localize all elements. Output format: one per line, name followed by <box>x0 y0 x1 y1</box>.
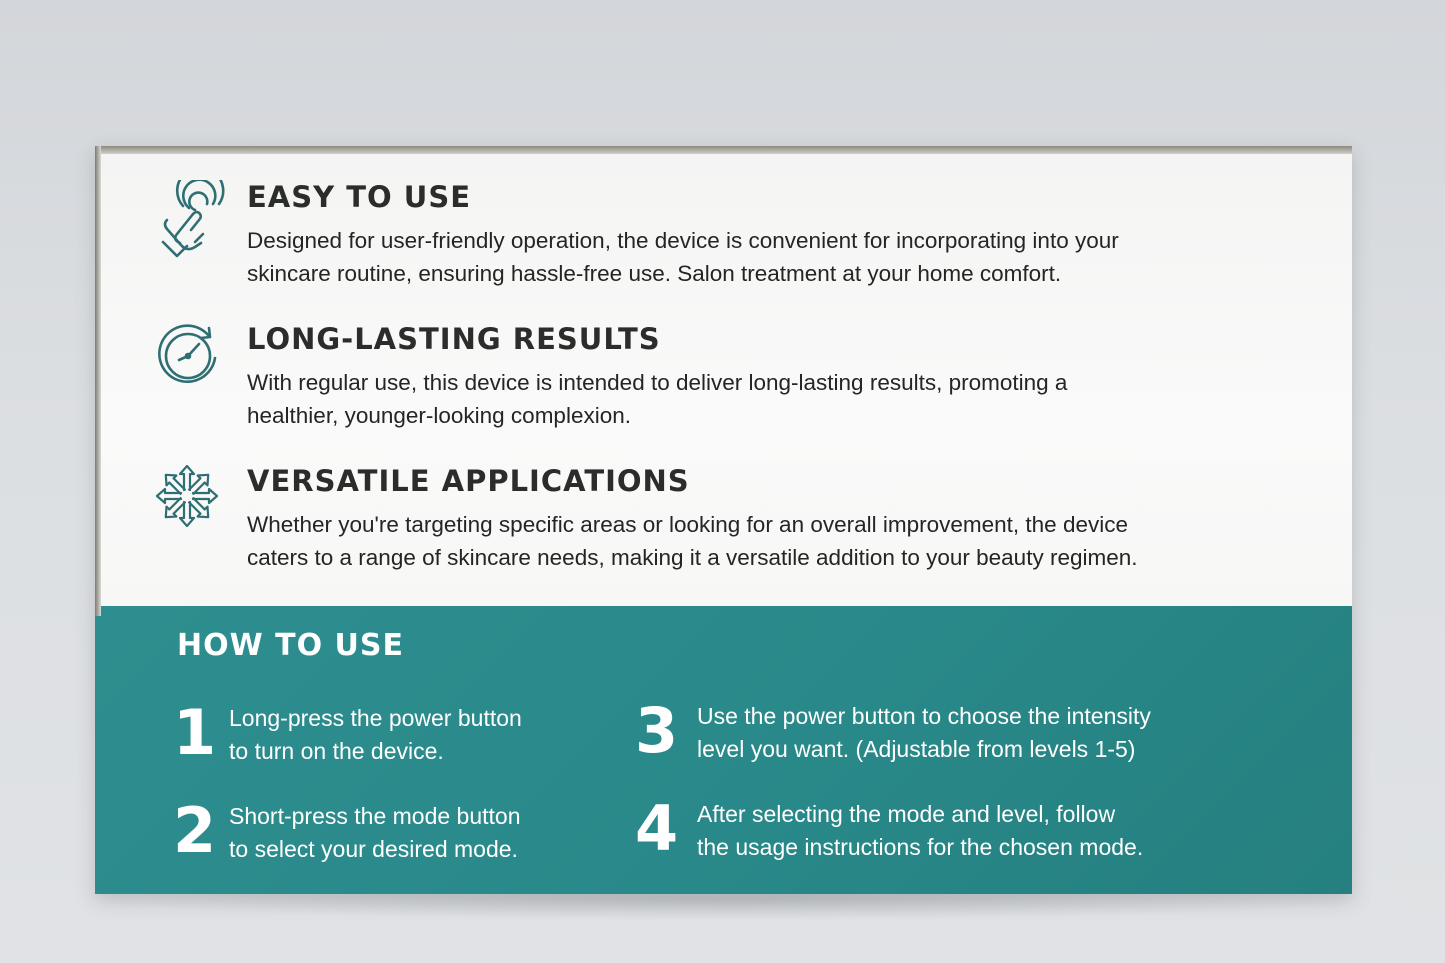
step-number: 3 <box>635 694 679 767</box>
step-text-line: After selecting the mode and level, follow <box>697 801 1116 827</box>
clock-icon <box>155 322 223 390</box>
step-number: 2 <box>173 794 217 867</box>
feature-description-line: With regular use, this device is intended to deliver long-lasting results, promoting a <box>247 370 1068 395</box>
step-text <box>697 700 1257 766</box>
feature-description-line: caters to a range of skincare needs, making it a versatile addition to your beauty regimen. <box>247 545 1138 570</box>
features-panel <box>95 146 1352 608</box>
product-box <box>95 146 1352 894</box>
step-text-line: level you want. (Adjustable from levels 1-5) <box>697 736 1136 762</box>
step-text <box>697 798 1257 864</box>
step-number: 4 <box>635 792 679 865</box>
feature-description <box>247 224 1257 290</box>
step-text-line: Short-press the mode button <box>229 803 521 829</box>
step-text-line: Use the power button to choose the intensity <box>697 703 1151 729</box>
feature-description <box>247 508 1257 574</box>
step-4 <box>635 792 1255 878</box>
step-number: 1 <box>173 696 217 769</box>
step-3 <box>635 694 1255 780</box>
step-text-line: Long-press the power button <box>229 705 522 731</box>
feature-description-line: Whether you're targeting specific areas or looking for an overall improvement, the device <box>247 512 1128 537</box>
feature-description-line: Designed for user-friendly operation, the device is convenient for incorporating into your <box>247 228 1119 253</box>
how-to-use-panel <box>95 606 1352 894</box>
feature-description-line: healthier, younger-looking complexion. <box>247 403 631 428</box>
step-text-line: the usage instructions for the chosen mode. <box>697 834 1144 860</box>
step-text-line: to select your desired mode. <box>229 836 518 862</box>
touch-hand-icon <box>155 180 223 248</box>
step-text-line: to turn on the device. <box>229 738 444 764</box>
box-top-edge <box>95 146 1352 154</box>
box-left-edge <box>95 146 101 616</box>
feature-title: EASY TO USE <box>247 180 472 214</box>
multi-arrow-icon <box>155 464 223 532</box>
feature-title: VERSATILE APPLICATIONS <box>247 464 690 498</box>
how-to-use-title: HOW TO USE <box>177 628 405 663</box>
feature-description <box>247 366 1257 432</box>
feature-title: LONG-LASTING RESULTS <box>247 322 661 356</box>
feature-description-line: skincare routine, ensuring hassle-free use. Salon treatment at your home comfort. <box>247 261 1062 286</box>
